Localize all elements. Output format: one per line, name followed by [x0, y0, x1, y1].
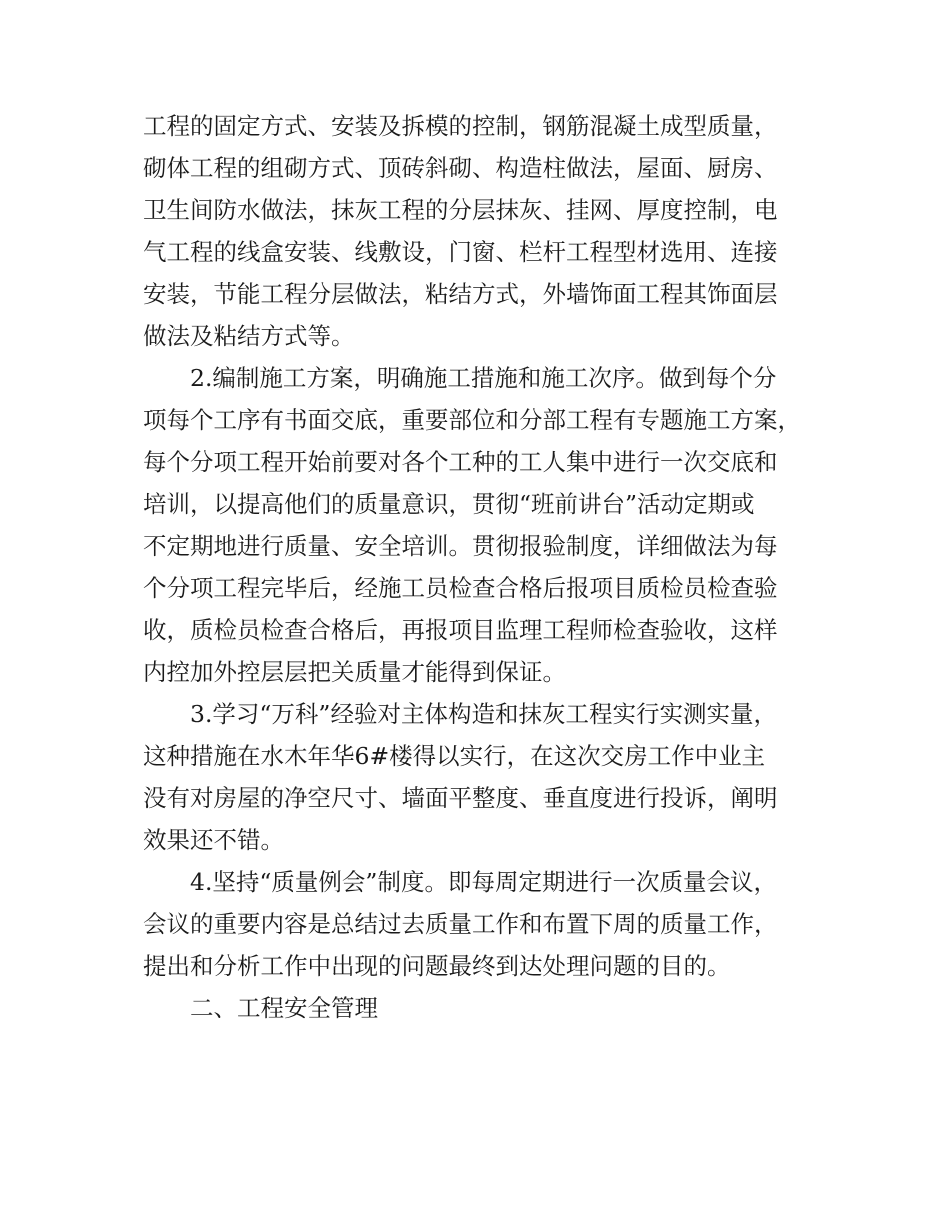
- text-line: 工程的固定方式、安装及拆模的控制，钢筋混凝土成型质量，: [143, 112, 778, 140]
- text-line: 2.编制施工方案，明确施工措施和施工次序。做到每个分: [190, 364, 777, 392]
- text-line: 这种措施在水木年华6#楼得以实行，在这次交房工作中业主: [143, 742, 766, 770]
- text-line: 卫生间防水做法，抹灰工程的分层抹灰、挂网、厚度控制，电: [143, 196, 778, 224]
- text-line: 4.坚持“质量例会”制度。即每周定期进行一次质量会议，: [190, 868, 777, 896]
- paragraph-item-4: [143, 861, 823, 987]
- text-line: 效果还不错。: [143, 826, 284, 854]
- text-line: 砌体工程的组砌方式、顶砖斜砌、构造柱做法，屋面、厨房、: [143, 154, 778, 182]
- text-line: 个分项工程完毕后，经施工员检查合格后报项目质检员检查验: [143, 574, 778, 602]
- text-line: 项每个工序有书面交底，重要部位和分部工程有专题施工方案，: [143, 406, 801, 434]
- text-line: 每个分项工程开始前要对各个工种的工人集中进行一次交底和: [143, 448, 778, 476]
- text-line: 培训，以提高他们的质量意识，贯彻“班前讲台”活动定期或: [143, 490, 755, 518]
- text-line: 收，质检员检查合格后，再报项目监理工程师检查验收，这样: [143, 616, 778, 644]
- text-line: 做法及粘结方式等。: [143, 322, 355, 350]
- paragraph-continuation: [143, 105, 823, 357]
- text-line: 3.学习“万科”经验对主体构造和抹灰工程实行实测实量，: [190, 700, 777, 728]
- section-heading-text: 二、工程安全管理: [190, 994, 378, 1022]
- text-line: 安装，节能工程分层做法，粘结方式，外墙饰面工程其饰面层: [143, 280, 778, 308]
- text-line: 内控加外控层层把关质量才能得到保证。: [143, 658, 566, 686]
- text-line: 不定期地进行质量、安全培训。贯彻报验制度，详细做法为每: [143, 532, 778, 560]
- text-line: 会议的重要内容是总结过去质量工作和布置下周的质量工作，: [143, 910, 778, 938]
- text-line: 没有对房屋的净空尺寸、墙面平整度、垂直度进行投诉，阐明: [143, 784, 778, 812]
- text-line: 气工程的线盒安装、线敷设，门窗、栏杆工程型材选用、连接: [143, 238, 778, 266]
- document-body: [143, 105, 823, 1029]
- text-line: 提出和分析工作中出现的问题最终到达处理问题的目的。: [143, 952, 731, 980]
- paragraph-item-3: [143, 693, 823, 861]
- paragraph-item-2: [143, 357, 823, 693]
- section-heading: [143, 987, 823, 1029]
